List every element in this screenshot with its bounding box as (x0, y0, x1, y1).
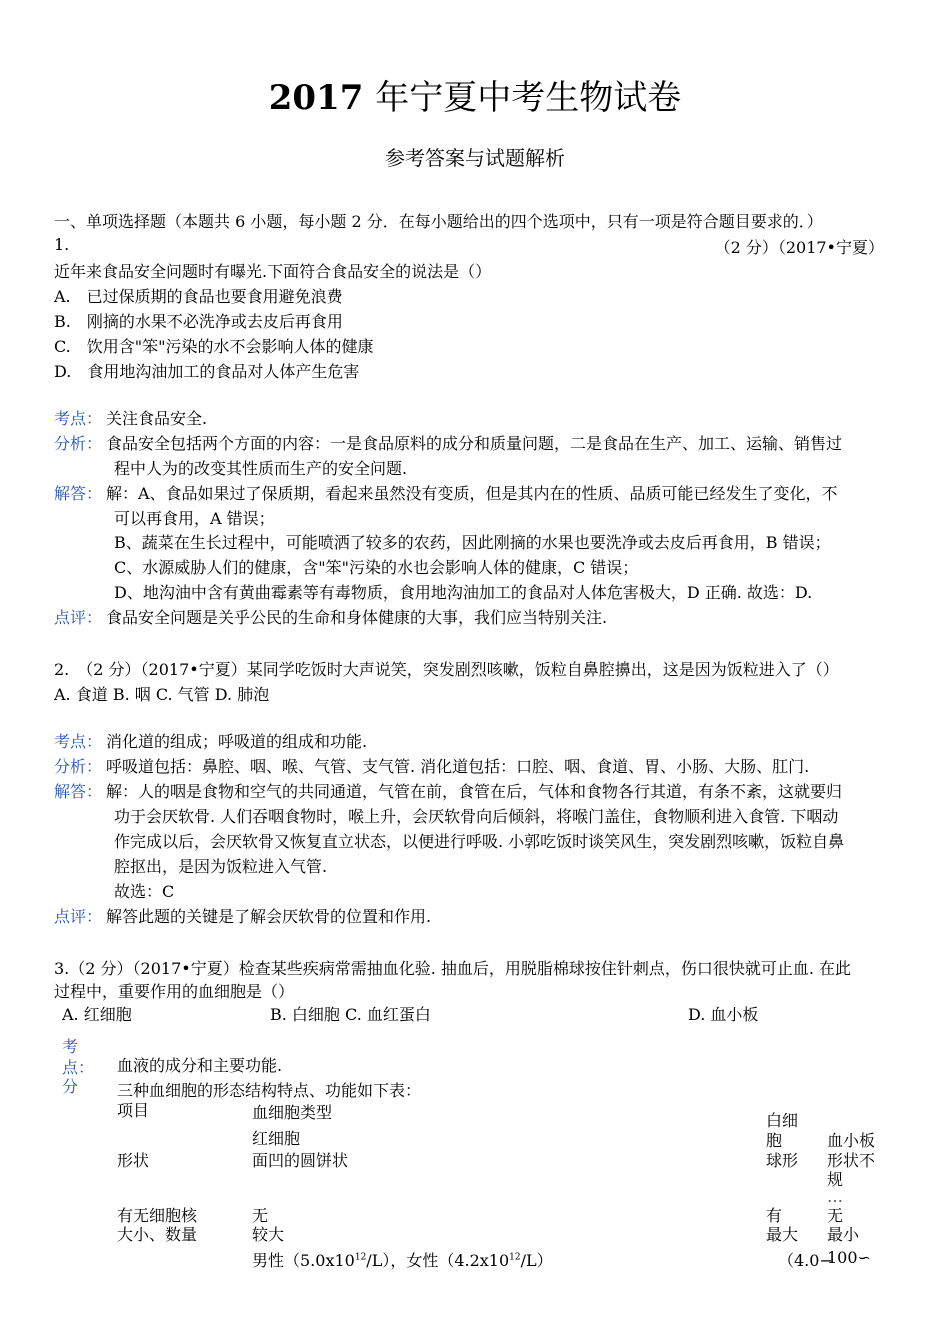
q2-jieda-line3: 作完成以后，会厌软骨又恢复直立状态，以便进行呼吸. 小郭吃饭时谈笑风生，突发剧烈咳嗽，饭粒自鼻 (114, 832, 845, 851)
q1-dianping-label: 点评： (54, 608, 103, 627)
q1-number: 1. (54, 235, 70, 254)
title-year: 2017 (268, 78, 364, 118)
table-row-shape-plt-cut: … (827, 1187, 843, 1206)
q2-options: A. 食道 B. 咽 C. 气管 D. 肺泡 (54, 685, 270, 704)
q2-jieda-label: 解答： (54, 782, 103, 801)
table-row-shape-label: 形状 (117, 1151, 150, 1170)
table-row-nucleus-rbc: 无 (252, 1206, 269, 1225)
q2-fenxi: 呼吸道包括：鼻腔、咽、喉、气管、支气管. 消化道包括：口腔、咽、食道、胃、小肠、大肠、肛门. (106, 757, 810, 776)
table-row-shape-rbc: 面凹的圆饼状 (252, 1151, 349, 1170)
q3-fenxi-label: 分 (62, 1077, 79, 1096)
table-header-wbc-1: 白细 (766, 1111, 799, 1130)
count-rbc-female: /L），女性（4.2x10 (366, 1251, 510, 1270)
q2-dianping: 解答此题的关键是了解会厌软骨的位置和作用. (106, 907, 432, 926)
table-row-size-plt: 最小 (827, 1225, 860, 1244)
q3-kaodian-label-2: 点： (62, 1058, 95, 1077)
table-row-nucleus-plt: 无 (827, 1206, 844, 1225)
table-row-shape-plt-1: 形状不 (827, 1151, 876, 1170)
table-row-nucleus-wbc: 有 (766, 1206, 783, 1225)
title-text: 年宁夏中考生物试卷 (375, 78, 682, 118)
q3-kaodian-label-1: 考 (62, 1037, 79, 1056)
q1-option-b: B. 刚摘的水果不必洗净或去皮后再食用 (54, 312, 343, 331)
q2-fenxi-label: 分析： (54, 757, 103, 776)
q2-jieda-line4: 腔抠出，是因为饭粒进入气管. (114, 857, 328, 876)
q1-fenxi-label: 分析： (54, 434, 103, 453)
table-row-size-label: 大小、数量 (117, 1225, 198, 1244)
table-header-item: 项目 (117, 1101, 150, 1120)
q1-fenxi-line2: 程中人为的改变其性质而生产的安全问题. (114, 459, 408, 478)
q2-jieda-line1: 解：人的咽是食物和空气的共同通道，气管在前，食管在后，气体和食物各行其道，有条不紊，这就要归 (106, 782, 843, 801)
table-row-shape-plt-2: 规 (827, 1170, 844, 1189)
q1-fenxi-line1: 食品安全包括两个方面的内容：一是食品原料的成分和质量问题，二是食品在生产、加工、运输、销售过 (106, 434, 843, 453)
count-rbc-exp2: 12 (509, 1252, 521, 1263)
q1-kaodian: 关注食品安全. (106, 409, 208, 428)
q3-stem-line2: 过程中，重要作用的血细胞是（） (54, 982, 295, 1001)
table-header-type: 血细胞类型 (252, 1103, 333, 1122)
table-row-shape-wbc: 球形 (766, 1151, 799, 1170)
q1-jieda-line2: 可以再食用，A 错误； (114, 509, 275, 528)
table-header-rbc: 红细胞 (252, 1129, 301, 1148)
table-header-wbc-2: 胞 (766, 1131, 783, 1150)
q3-option-a: A. 红细胞 (62, 1005, 132, 1024)
q1-jieda-line3: B、蔬菜在生长过程中，可能喷洒了较多的农药，因此刚摘的水果也要洗净或去皮后再食用，B 错误； (114, 533, 831, 552)
q2-stem: 2. （2 分）（2017•宁夏）某同学吃饭时大声说笑，突发剧烈咳嗽，饭粒自鼻腔擤出，这是因为饭粒进入了（） (54, 660, 839, 679)
table-row-size-wbc: 最大 (766, 1225, 799, 1244)
q2-kaodian-label: 考点： (54, 732, 103, 751)
q3-option-d: D. 血小板 (688, 1005, 759, 1024)
page-title (0, 70, 950, 119)
table-row-count-plt: 100∽ (827, 1248, 871, 1267)
q2-dianping-label: 点评： (54, 907, 103, 926)
q2-kaodian: 消化道的组成；呼吸道的组成和功能. (106, 732, 368, 751)
q3-option-bc: B. 白细胞 C. 血红蛋白 (270, 1005, 431, 1024)
q1-option-d: D. 食用地沟油加工的食品对人体产生危害 (54, 362, 360, 381)
table-row-nucleus-label: 有无细胞核 (117, 1206, 198, 1225)
q1-jieda-line1: 解：A、食品如果过了保质期，看起来虽然没有变质，但是其内在的性质、品质可能已经发生了变化，不 (106, 484, 838, 503)
q1-dianping: 食品安全问题是关乎公民的生命和身体健康的大事，我们应当特别关注. (106, 608, 608, 627)
count-rbc-end: /L） (520, 1251, 553, 1270)
q3-kaodian: 血液的成分和主要功能. (117, 1056, 283, 1075)
q1-stem: 近年来食品安全问题时有曝光.下面符合食品安全的说法是（） (54, 262, 492, 281)
count-rbc-male: 男性（5.0x10 (252, 1251, 355, 1270)
q1-option-a: A. 已过保质期的食品也要食用避免浪费 (54, 287, 343, 306)
q1-jieda-label: 解答： (54, 484, 103, 503)
table-row-count-wbc: （4.0− (778, 1251, 833, 1270)
section-heading: 一、单项选择题（本题共 6 小题，每小题 2 分．在每小题给出的四个选项中，只有一项是符合题目要求的．） (54, 212, 823, 231)
q3-stem-line1: 3.（2 分）（2017•宁夏）检查某些疾病常需抽血化验. 抽血后，用脱脂棉球按住针刺点，伤口很快就可止血. 在此 (54, 959, 852, 978)
q1-score: （2 分）（2017•宁夏） (714, 238, 884, 257)
table-row-count-rbc (252, 1248, 553, 1271)
table-row-size-rbc: 较大 (252, 1225, 285, 1244)
q1-jieda-line5: D、地沟油中含有黄曲霉素等有毒物质，食用地沟油加工的食品对人体危害极大，D 正确. 故选：D. (114, 583, 813, 602)
page-subtitle: 参考答案与试题解析 (385, 146, 565, 170)
q1-kaodian-label: 考点： (54, 409, 103, 428)
table-header-plt: 血小板 (827, 1131, 876, 1150)
q1-option-c: C. 饮用含"笨"污染的水不会影响人体的健康 (54, 337, 374, 356)
count-rbc-exp1: 12 (354, 1252, 367, 1263)
q2-jieda-line2: 功于会厌软骨. 人们吞咽食物时，喉上升，会厌软骨向后倾斜，将喉门盖住，食物顺利进入食管. 下咽动 (114, 807, 839, 826)
q1-jieda-line4: C、水源威胁人们的健康，含"笨"污染的水也会影响人体的健康，C 错误； (114, 558, 639, 577)
q2-jieda-line5: 故选：C (114, 882, 175, 901)
q3-fenxi: 三种血细胞的形态结构特点、功能如下表： (117, 1081, 422, 1100)
